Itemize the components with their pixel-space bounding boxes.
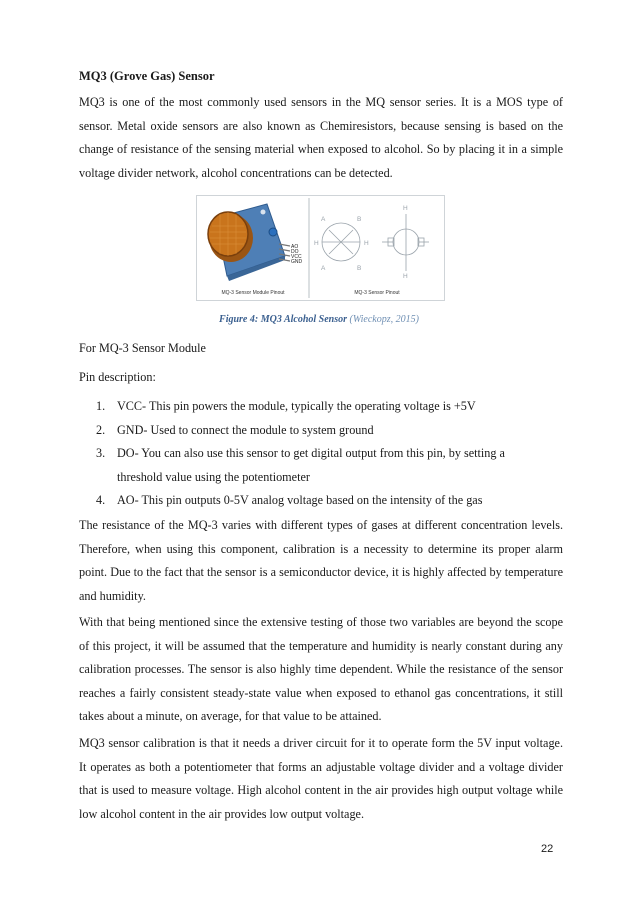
sensor-pinout-diagram xyxy=(322,214,429,271)
mount-hole xyxy=(261,210,266,215)
list-item xyxy=(96,395,566,419)
list-number: 4. xyxy=(96,493,106,508)
list-item xyxy=(96,419,566,443)
caption-citation: (Wieckopz, 2015) xyxy=(349,314,419,325)
pinout-letter: B xyxy=(357,265,362,272)
pinout-letter: H xyxy=(364,240,369,247)
pinout-letter: H xyxy=(403,273,408,280)
figure-caption xyxy=(0,314,638,325)
list-text: GND- Used to connect the module to system ground xyxy=(117,422,374,437)
pin-label-do: DO xyxy=(291,249,299,255)
potentiometer xyxy=(269,228,277,236)
pin-description-label: Pin description: xyxy=(79,370,156,384)
pinout-letter: H xyxy=(314,240,319,247)
list-text: DO- You can also use this sensor to get digital output from this pin, by setting a threshold value using the potentiometer xyxy=(117,446,505,484)
pin-label-ao: AO xyxy=(291,244,299,250)
pinout-letter: A xyxy=(321,265,326,272)
page-number: 22 xyxy=(541,843,554,855)
list-item xyxy=(96,489,566,513)
left-panel-label: MQ-3 Sensor Module Pinout xyxy=(221,290,285,296)
right-panel-label: MQ-3 Sensor Pinout xyxy=(354,290,400,296)
list-number: 1. xyxy=(96,399,106,413)
pin-label-gnd: GND xyxy=(291,259,303,265)
list-text: AO- This pin outputs 0-5V analog voltage based on the intensity of the gas xyxy=(117,493,483,508)
list-number: 2. xyxy=(96,422,106,437)
section-heading: MQ3 (Grove Gas) Sensor xyxy=(79,69,215,83)
pinout-letter: A xyxy=(321,216,326,223)
sensor-module-photo xyxy=(208,204,303,281)
sensor-figure xyxy=(196,195,445,301)
list-text: VCC- This pin powers the module, typically the operating voltage is +5V xyxy=(117,399,476,413)
intro-paragraph: MQ3 is one of the most commonly used sensors in the MQ sensor series. It is a MOS type of sensor. Metal oxide sensors are also known as Chemiresistors, because sensing is based on the change of resistance of the sensing material when exposed to alcohol. So by placing it in a simple voltage divider network, alcohol concentrations can be detected. xyxy=(79,95,563,180)
calibration-paragraph: MQ3 sensor calibration is that it needs a driver circuit for it to operate form the 5V input voltage. It operates as both a potentiometer that forms an adjustable voltage divider and a voltage divider that is used to measure voltage. High alcohol content in the air provides high output voltage while low alcohol content in the air provides low output voltage. xyxy=(79,736,563,821)
list-number: 3. xyxy=(96,446,106,461)
pinout-letter: H xyxy=(403,205,408,212)
list-item xyxy=(96,442,566,489)
module-line: For MQ-3 Sensor Module xyxy=(79,341,206,355)
pin-list xyxy=(96,395,566,513)
pinout-letter: B xyxy=(357,216,362,223)
sensor-figure-image xyxy=(197,196,444,300)
caption-title: Figure 4: MQ3 Alcohol Sensor xyxy=(219,314,348,325)
resistance-paragraph: The resistance of the MQ-3 varies with different types of gases at different concentration levels. Therefore, when using this component, calibration is a necessity to determine its proper alarm point. Due to the fact that the sensor is a semiconductor device, it is highly affected by temperature and humidity. xyxy=(79,518,563,603)
testing-paragraph: With that being mentioned since the extensive testing of those two variables are beyond the scope of this project, it will be assumed that the temperature and humidity is nearly constant during any calibration processes. The sensor is also highly time dependent. While the resistance of the sensor reaches a fairly consistent steady-state value when exposed to ethanol gas concentrations, it still takes about a minute, on average, for that value to be attained. xyxy=(79,615,563,724)
pin-label-vcc: VCC xyxy=(291,254,302,260)
